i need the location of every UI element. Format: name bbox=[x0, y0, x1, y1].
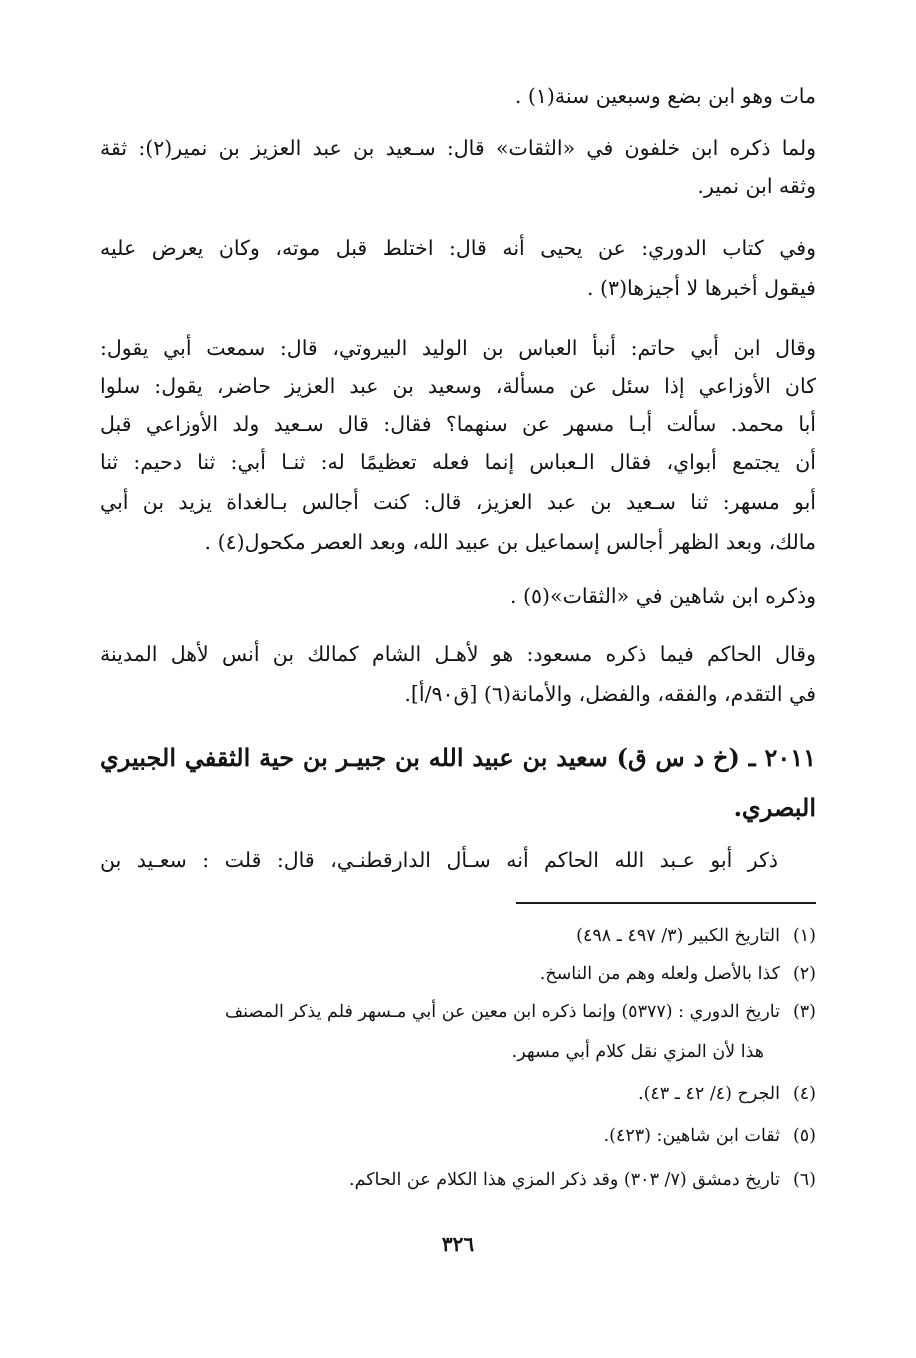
text-line: وفي كتاب الدوري: عن يحيى أنه قال: اختلط قبل موته، وكان يعرض عليه bbox=[100, 236, 816, 260]
footnote-text: الجرح (٤/ ٤٢ ـ ٤٣). bbox=[638, 1084, 780, 1104]
text-line: ذكر أبو عـبد الله الحاكم أنه سـأل الدارقطنـي، قال: قلت : سعـيد بن bbox=[100, 848, 778, 872]
footnote-number: (٢) bbox=[792, 964, 816, 984]
text-line: ولما ذكره ابن خلفون في «الثقات» قال: سـعيد بن عبد العزيز بن نمير(٢): ثقة bbox=[100, 136, 816, 160]
footnote-text: كذا بالأصل ولعله وهم من الناسخ. bbox=[539, 964, 780, 984]
footnote-text: تاريخ دمشق (٧/ ٣٠٣) وقد ذكر المزي هذا الكلام عن الحاكم. bbox=[349, 1170, 780, 1190]
footnote-number: (٣) bbox=[792, 1002, 816, 1022]
footnote bbox=[100, 1078, 816, 1110]
entry-heading-continued: البصري. bbox=[733, 793, 816, 822]
footnote-number: (٥) bbox=[792, 1126, 816, 1146]
footnote-text: التاريخ الكبير (٣/ ٤٩٧ ـ ٤٩٨) bbox=[576, 926, 780, 946]
text-line: وقال ابن أبي حاتم: أنبأ العباس بن الوليد البيروتي، قال: سمعت أبي يقول: bbox=[100, 336, 816, 360]
text-line: كان الأوزاعي إذا سئل عن مسألة، وسعيد بن عبد العزيز حاضر، يقول: سلوا bbox=[100, 374, 816, 398]
footnote-number: (٦) bbox=[792, 1170, 816, 1190]
footnote bbox=[100, 958, 816, 990]
entry-heading: ٢٠١١ ـ (خ د س ق) سعيد بن عبيد الله بن جبيـر بن حية الثقفي الجبيري bbox=[100, 743, 816, 772]
text-line: فيقول أخبرها لا أجيزها(٣) . bbox=[587, 276, 816, 300]
footnote-text: هذا لأن المزي نقل كلام أبي مسهر. bbox=[511, 1042, 764, 1062]
text-line: وذكره ابن شاهين في «الثقات»(٥) . bbox=[510, 584, 816, 608]
text-line: وثقه ابن نمير. bbox=[697, 174, 816, 198]
footnote bbox=[100, 996, 816, 1028]
page-number: ٣٢٦ bbox=[441, 1232, 475, 1256]
footnote-continued bbox=[100, 1036, 816, 1068]
text-line: أن يجتمع أبواي، فقال الـعباس إنما فعله تعظيمًا له: ثنـا أبي: ثنا دحيم: ثنا bbox=[100, 450, 816, 474]
footnote bbox=[100, 1164, 816, 1196]
text-line: أبا محمد. سألت أبـا مسهر عن سنهما؟ فقال: قال سـعيد ولد الأوزاعي قبل bbox=[100, 412, 816, 436]
footnote bbox=[100, 1120, 816, 1152]
text-line: مالك، وبعد الظهر أجالس إسماعيل بن عبيد الله، وبعد العصر مكحول(٤) . bbox=[204, 530, 816, 554]
text-line: أبو مسهر: ثنا سـعيد بن عبد العزيز، قال: كنت أجالس بـالغداة يزيد بن أبي bbox=[100, 490, 816, 514]
footnote-number: (١) bbox=[792, 926, 816, 946]
footnote-text: تاريخ الدوري : (٥٣٧٧) وإنما ذكره ابن معين عن أبي مـسهر فلم يذكر المصنف bbox=[225, 1002, 780, 1022]
text-line: في التقدم، والفقه، والفضل، والأمانة(٦) [ق٩٠/أ]. bbox=[404, 682, 816, 706]
footnote-number: (٤) bbox=[792, 1084, 816, 1104]
text-line: وقال الحاكم فيما ذكره مسعود: هو لأهـل الشام كمالك بن أنس لأهل المدينة bbox=[100, 642, 816, 666]
footnote-separator bbox=[516, 902, 816, 904]
footnote-text: ثقات ابن شاهين: (٤٢٣). bbox=[603, 1126, 780, 1146]
footnote bbox=[100, 920, 816, 952]
text-line: مات وهو ابن بضع وسبعين سنة(١) . bbox=[514, 84, 816, 108]
